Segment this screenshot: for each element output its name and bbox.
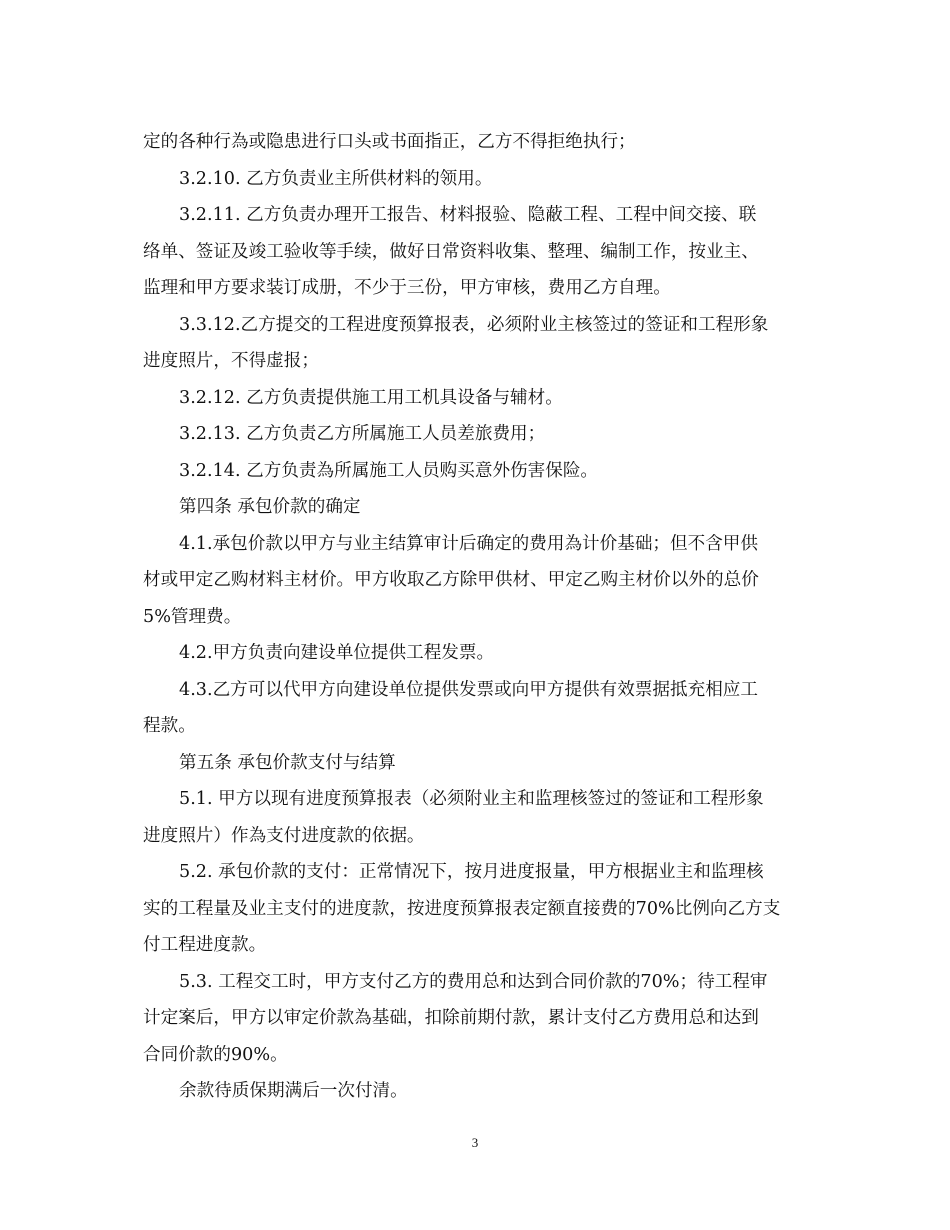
- text-line: 程款。: [143, 716, 196, 736]
- text-line: 付工程进度款。: [143, 935, 267, 955]
- paragraph-line: [143, 927, 808, 964]
- text-line: 5%管理费。: [143, 606, 242, 627]
- paragraph-line: [143, 161, 808, 198]
- paragraph-line: [143, 234, 808, 271]
- paragraph-line: [143, 708, 808, 745]
- page-number: 3: [471, 1135, 479, 1150]
- paragraph-line: [143, 635, 808, 672]
- text-line: 4.1.承包价款以甲方与业主结算审计后确定的费用為计价基础；但不含甲供: [179, 533, 758, 554]
- paragraph-line: [143, 343, 808, 380]
- text-line: 络单、签证及竣工验收等手续，做好日常资料收集、整理、编制工作，按业主、: [143, 241, 759, 262]
- text-line: 5.1. 甲方以现有进度预算报表（必须附业主和监理核签过的签证和工程形象: [179, 789, 764, 809]
- text-line: 3.2.11. 乙方负责办理开工报告、材料报验、隐蔽工程、工程中间交接、联: [179, 205, 757, 225]
- text-line: 3.2.14. 乙方负责為所属施工人员购买意外伤害保险。: [179, 460, 599, 481]
- document-body: [143, 124, 808, 1110]
- paragraph-line: [143, 1037, 808, 1074]
- paragraph-line: [143, 818, 808, 855]
- text-line: 进度照片）作為支付进度款的依据。: [143, 825, 425, 846]
- paragraph-line: [143, 672, 808, 709]
- text-line: 4.3.乙方可以代甲方向建设单位提供发票或向甲方提供有效票据抵充相应工: [179, 679, 758, 700]
- text-line: 3.2.10. 乙方负责业主所供材料的领用。: [179, 168, 493, 189]
- paragraph-line: [143, 307, 808, 344]
- paragraph-line: [143, 124, 808, 161]
- text-line: 3.2.13. 乙方负责乙方所属施工人员差旅费用；: [179, 424, 546, 444]
- text-line: 材或甲定乙购材料主材价。甲方收取乙方除甲供材、甲定乙购主材价以外的总价: [143, 570, 759, 590]
- text-line: 监理和甲方要求装订成册，不少于三份，甲方审核，费用乙方自理。: [143, 278, 671, 298]
- paragraph-line: [143, 270, 808, 307]
- paragraph-line: [143, 745, 808, 782]
- text-line: 3.2.12. 乙方负责提供施工用工机具设备与辅材。: [179, 387, 563, 408]
- paragraph-line: [143, 453, 808, 490]
- paragraph-line: [143, 891, 808, 928]
- text-line: 5.2. 承包价款的支付：正常情况下，按月进度报量，甲方根据业主和监理核: [179, 862, 764, 882]
- paragraph-line: [143, 854, 808, 891]
- text-line: 4.2.甲方负责向建设单位提供工程发票。: [179, 643, 495, 663]
- paragraph-line: [143, 489, 808, 526]
- paragraph-line: [143, 380, 808, 417]
- text-line: 定的各种行為或隐患进行口头或书面指正，乙方不得拒绝执行；: [143, 132, 636, 152]
- text-line: 实的工程量及业主支付的进度款，按进度预算报表定额直接费的70%比例向乙方支: [143, 898, 781, 919]
- paragraph-line: [143, 781, 808, 818]
- text-line: 第四条 承包价款的确定: [179, 497, 361, 517]
- paragraph-line: [143, 416, 808, 453]
- paragraph-line: [143, 197, 808, 234]
- text-line: 3.3.12.乙方提交的工程进度预算报表，必须附业主核签过的签证和工程形象: [179, 314, 769, 335]
- paragraph-line: [143, 964, 808, 1001]
- text-line: 进度照片，不得虚报；: [143, 351, 319, 371]
- text-line: 余款待质保期满后一次付清。: [179, 1081, 408, 1101]
- paragraph-line: [143, 526, 808, 563]
- text-line: 合同价款的90%。: [143, 1044, 288, 1065]
- paragraph-line: [143, 1073, 808, 1110]
- paragraph-line: [143, 562, 808, 599]
- text-line: 第五条 承包价款支付与结算: [179, 752, 396, 773]
- text-line: 计定案后，甲方以审定价款為基础，扣除前期付款，累计支付乙方费用总和达到: [143, 1008, 759, 1028]
- text-line: 5.3. 工程交工时，甲方支付乙方的费用总和达到合同价款的70%；待工程审: [179, 971, 768, 992]
- paragraph-line: [143, 599, 808, 636]
- paragraph-line: [143, 1000, 808, 1037]
